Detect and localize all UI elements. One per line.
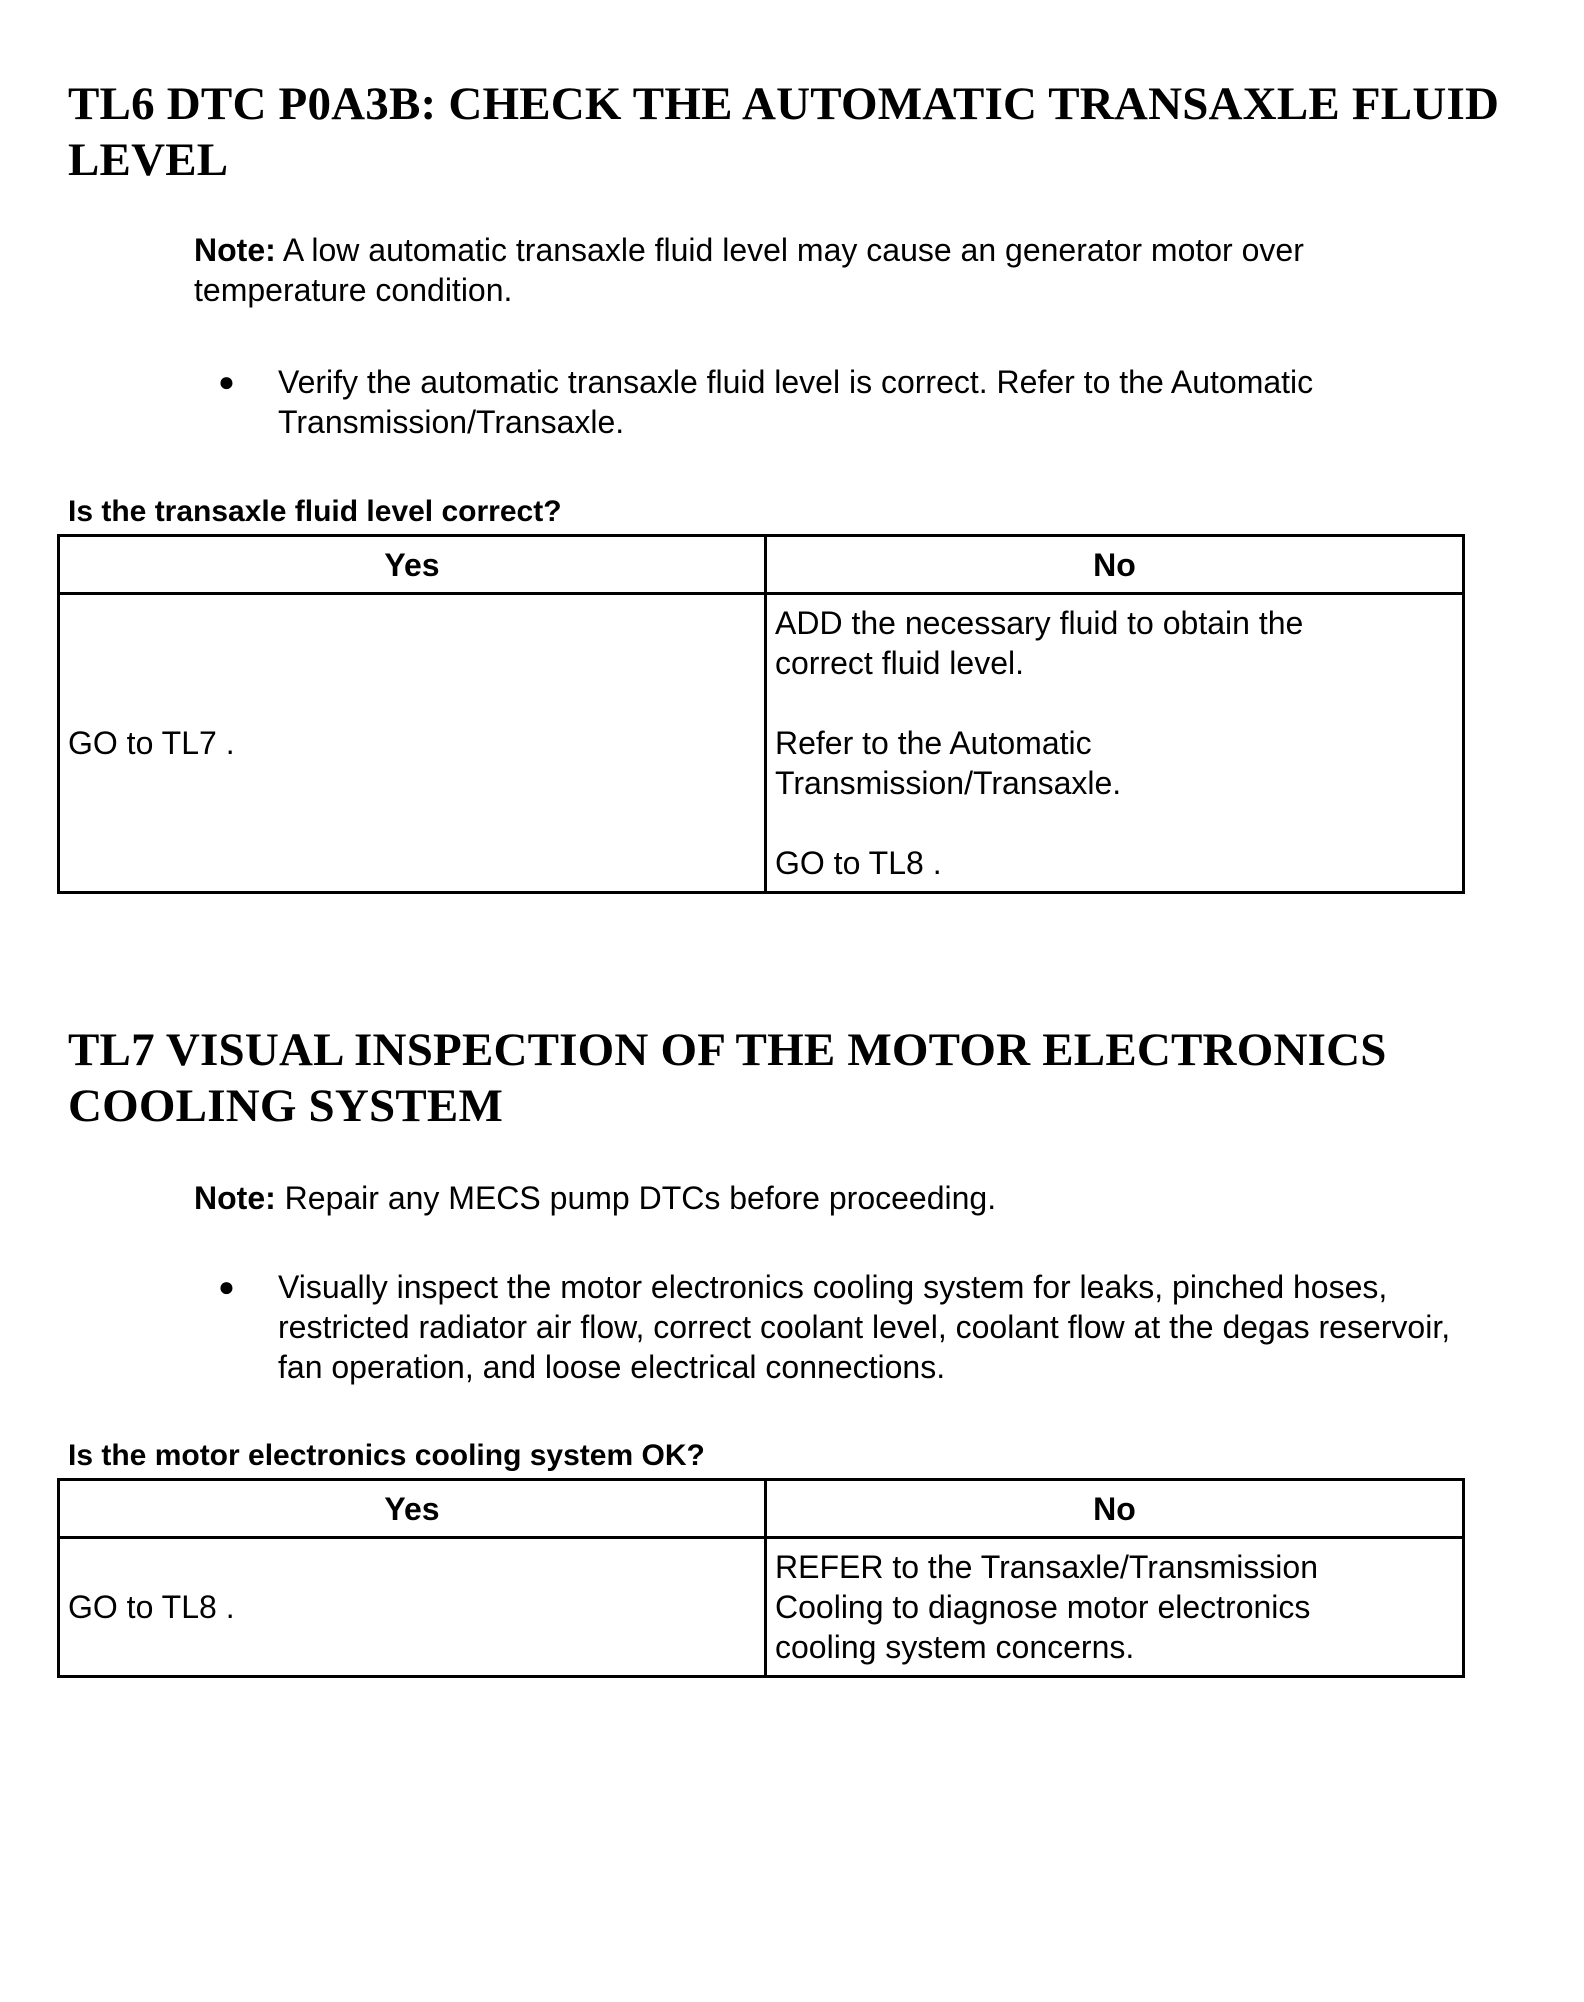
tl7-title-line-1: TL7 VISUAL INSPECTION OF THE MOTOR ELECTRONICS — [68, 1024, 1387, 1076]
tl7-decision-table — [57, 1478, 1465, 1678]
tl6-no-para1-line-2: correct fluid level. — [775, 645, 1024, 681]
tl6-decision-table — [57, 534, 1465, 894]
tl6-note-text-2: temperature condition. — [194, 272, 513, 308]
tl6-col-yes-header: Yes — [59, 536, 766, 594]
tl7-no-cell — [766, 1538, 1464, 1677]
tl6-title-line-2: LEVEL — [68, 134, 229, 186]
tl6-no-para2-line-2: Transmission/Transaxle. — [775, 765, 1122, 801]
tl6-no-para1-line-1: ADD the necessary fluid to obtain the — [775, 605, 1304, 641]
tl7-title-line-2: COOLING SYSTEM — [68, 1080, 504, 1132]
bullet-icon: ● — [218, 366, 235, 397]
tl7-question: Is the motor electronics cooling system OK? — [68, 1439, 705, 1472]
tl6-question: Is the transaxle fluid level correct? — [68, 495, 562, 528]
tl7-col-yes-header: Yes — [59, 1480, 766, 1538]
tl6-yes-text: GO to TL7 . — [68, 725, 235, 761]
tl7-note-text: Repair any MECS pump DTCs before proceeding. — [275, 1180, 997, 1216]
tl6-no-para3: GO to TL8 . — [775, 845, 942, 881]
table-row — [59, 1538, 1464, 1677]
tl6-note-text-1: A low automatic transaxle fluid level may cause an generator motor over — [275, 232, 1304, 268]
table-header-row — [59, 1480, 1464, 1538]
tl7-bullet-item — [218, 1267, 1568, 1387]
tl7-bullet-line-1: Visually inspect the motor electronics cooling system for leaks, pinched hoses, — [278, 1269, 1388, 1305]
tl6-no-cell — [766, 594, 1464, 893]
tl7-no-line-2: Cooling to diagnose motor electronics — [775, 1589, 1311, 1625]
tl7-note-label: Note: — [194, 1180, 276, 1216]
tl6-note — [194, 230, 1524, 310]
tl7-title — [68, 1022, 1568, 1134]
tl6-bullet-line-2: Transmission/Transaxle. — [278, 404, 625, 440]
bullet-icon: ● — [218, 1271, 235, 1302]
tl7-bullet-line-3: fan operation, and loose electrical connections. — [278, 1349, 946, 1385]
tl7-yes-cell — [59, 1538, 766, 1677]
tl7-note — [194, 1178, 1524, 1218]
tl6-bullet-line-1: Verify the automatic transaxle fluid level is correct. Refer to the Automatic — [278, 364, 1314, 400]
tl6-col-no-header: No — [766, 536, 1464, 594]
tl6-title-line-1: TL6 DTC P0A3B: CHECK THE AUTOMATIC TRANSAXLE FLUID — [68, 78, 1500, 130]
tl6-no-para2-line-1: Refer to the Automatic — [775, 725, 1092, 761]
tl6-bullet-item — [218, 362, 1568, 442]
tl7-yes-text: GO to TL8 . — [68, 1589, 235, 1625]
tl6-note-label: Note: — [194, 232, 276, 268]
table-header-row — [59, 536, 1464, 594]
tl6-yes-cell — [59, 594, 766, 893]
tl7-no-line-1: REFER to the Transaxle/Transmission — [775, 1549, 1318, 1585]
table-row — [59, 594, 1464, 893]
tl7-bullet-line-2: restricted radiator air flow, correct coolant level, coolant flow at the degas reservoir, — [278, 1309, 1451, 1345]
tl7-no-line-3: cooling system concerns. — [775, 1629, 1135, 1665]
tl7-col-no-header: No — [766, 1480, 1464, 1538]
tl6-title — [68, 76, 1568, 188]
